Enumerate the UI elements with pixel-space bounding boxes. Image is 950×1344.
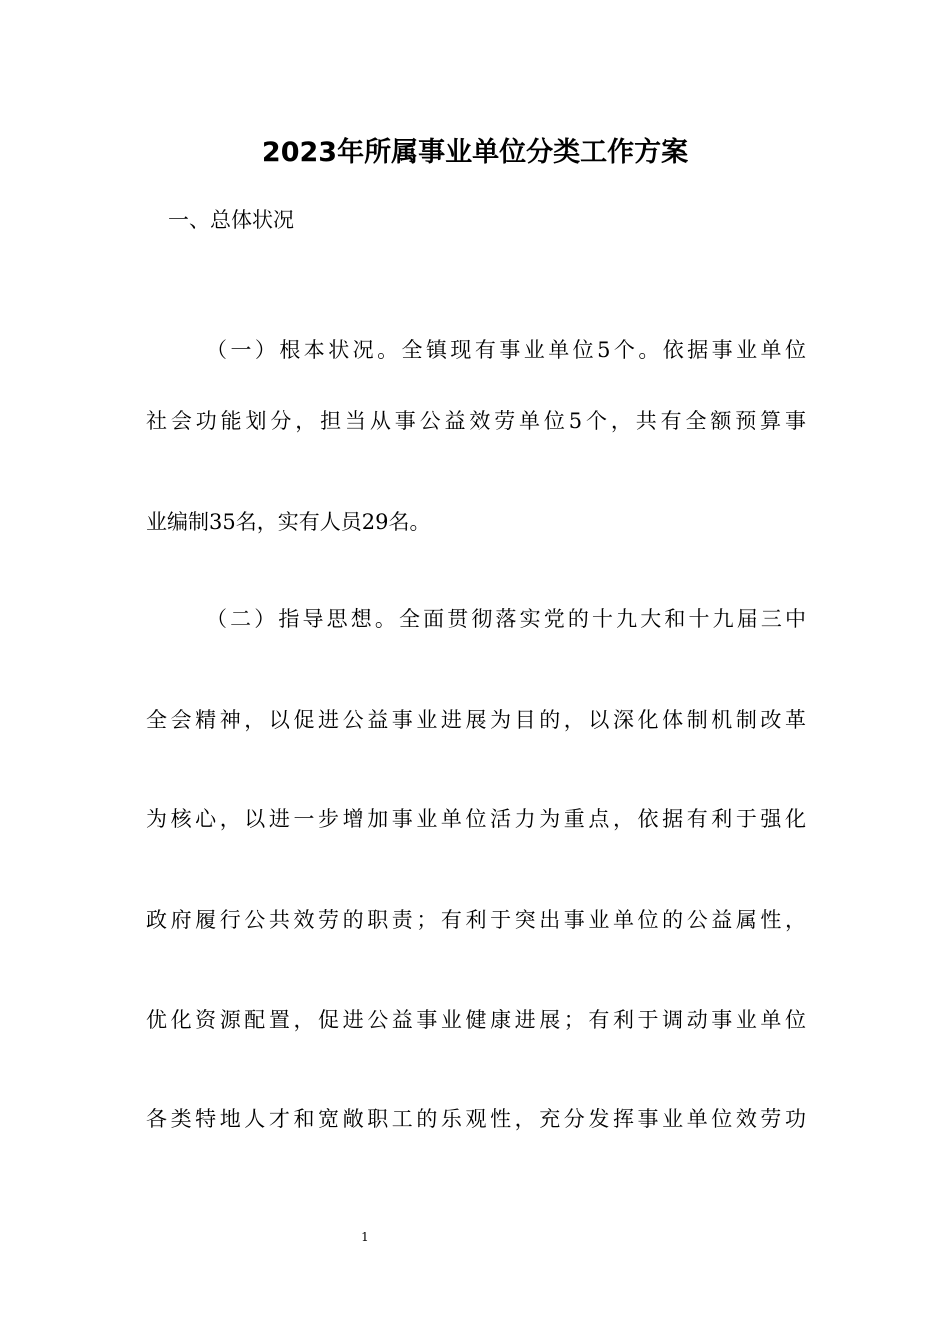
paragraph-line-5: 全会精神，以促进公益事业进展为目的，以深化体制机制改革 bbox=[146, 708, 806, 732]
page-number: 1 bbox=[361, 1230, 369, 1244]
paragraph-line-2: 社会功能划分，担当从事公益效劳单位5个，共有全额预算事 bbox=[146, 409, 806, 433]
paragraph-line-8: 优化资源配置，促进公益事业健康进展；有利于调动事业单位 bbox=[146, 1008, 806, 1032]
paragraph-line-6: 为核心，以进一步增加事业单位活力为重点，依据有利于强化 bbox=[146, 807, 806, 831]
section-heading: 一、总体状况 bbox=[168, 208, 294, 232]
document-title: 2023年所属事业单位分类工作方案 bbox=[261, 137, 689, 168]
paragraph-line-4: （二）指导思想。全面贯彻落实党的十九大和十九届三中 bbox=[206, 607, 806, 631]
paragraph-line-1: （一）根本状况。全镇现有事业单位5个。依据事业单位 bbox=[206, 338, 806, 362]
paragraph-line-9: 各类特地人才和宽敞职工的乐观性，充分发挥事业单位效劳功 bbox=[146, 1107, 806, 1131]
paragraph-line-3: 业编制35名，实有人员29名。 bbox=[146, 510, 431, 534]
paragraph-line-7: 政府履行公共效劳的职责；有利于突出事业单位的公益属性， bbox=[146, 908, 806, 932]
